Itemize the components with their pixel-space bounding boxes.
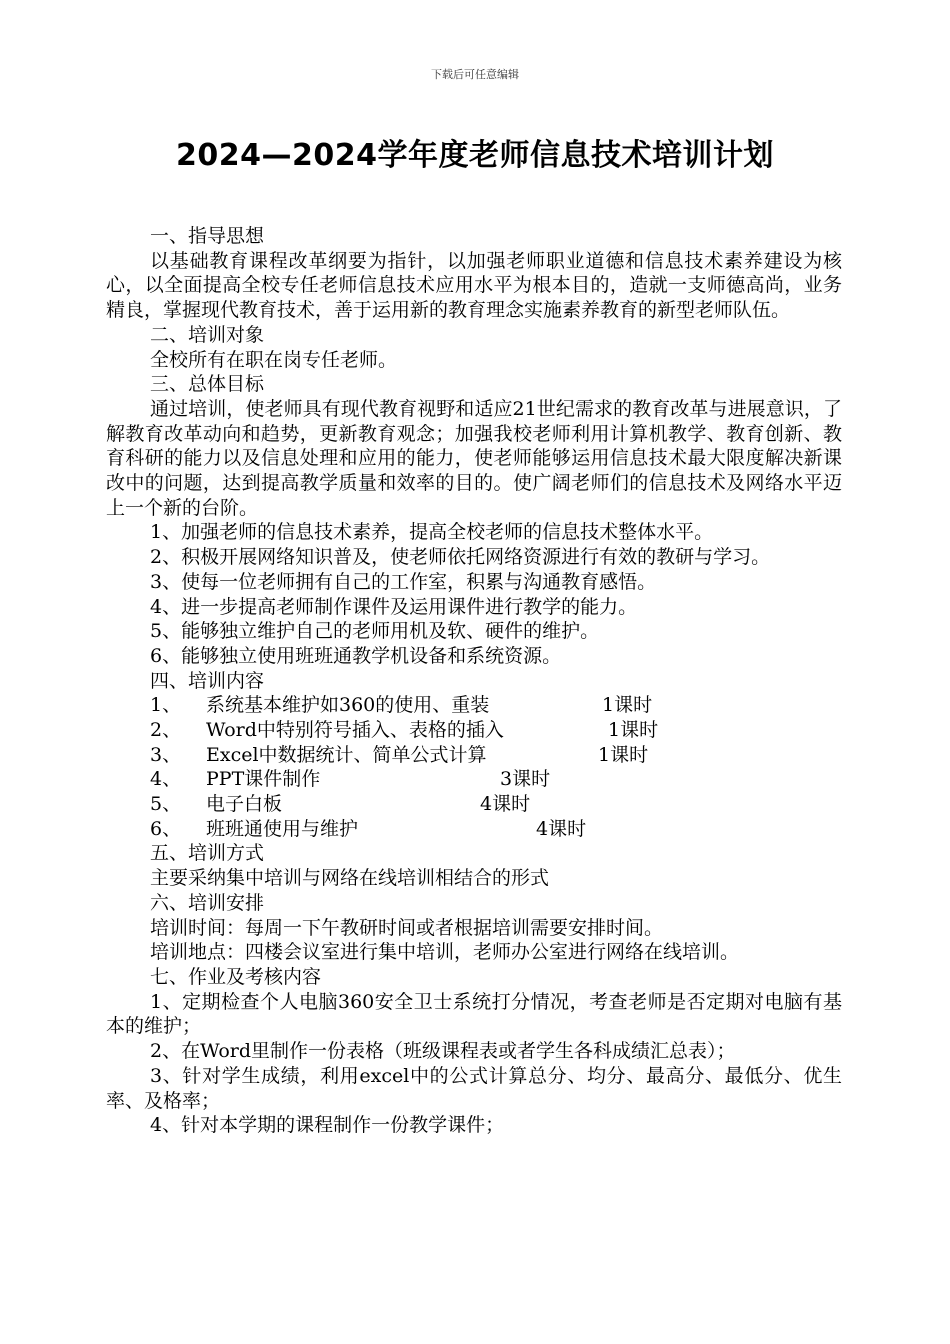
- goal-item: 4、进一步提高老师制作课件及运用课件进行教学的能力。: [150, 595, 638, 618]
- row-number: 2、: [150, 719, 182, 742]
- assessment-item: 4、针对本学期的课程制作一份教学课件；: [150, 1114, 505, 1137]
- training-content-row: [106, 817, 842, 842]
- training-content-row: [106, 767, 842, 792]
- document-title: 2024—2024学年度老师信息技术培训计划: [176, 138, 774, 173]
- section-3-heading: 三、总体目标: [150, 373, 265, 396]
- row-number: 5、: [150, 793, 182, 816]
- assessment-item: 1、定期检查个人电脑360安全卫士系统打分情况，考查老师是否定期对电脑有基本的维护；: [106, 990, 842, 1038]
- section-4-heading: 四、培训内容: [150, 669, 265, 692]
- goal-item: 6、能够独立使用班班通教学机设备和系统资源。: [150, 644, 562, 667]
- training-content-row: [106, 743, 842, 768]
- section-1-heading: 一、指导思想: [150, 225, 265, 247]
- row-hours: 4课时: [536, 817, 587, 840]
- section-2-text: 全校所有在职在岗专任老师。: [150, 348, 398, 371]
- row-content: Word中特别符号插入、表格的插入: [206, 719, 504, 742]
- training-content-row: [106, 792, 842, 817]
- training-content-row: [106, 718, 842, 743]
- row-number: 6、: [150, 817, 182, 840]
- goal-item: 3、使每一位老师拥有自己的工作室，积累与沟通教育感悟。: [150, 570, 657, 593]
- row-hours: 1课时: [602, 694, 653, 717]
- row-content: Excel中数据统计、简单公式计算: [206, 743, 487, 766]
- row-hours: 1课时: [598, 743, 649, 766]
- document-body: [106, 224, 842, 1138]
- section-7-heading: 七、作业及考核内容: [150, 966, 322, 988]
- section-1-text: 以基础教育课程改革纲要为指针，以加强老师职业道德和信息技术素养建设为核心，以全面提高全校专任老师信息技术应用水平为根本目的，造就一支师德高尚，业务精良，掌握现代教育技术，善于运用新的教育理念实施素养教育的新型老师队伍。: [106, 249, 842, 322]
- row-hours: 1课时: [608, 719, 659, 742]
- training-place: 培训地点：四楼会议室进行集中培训，老师办公室进行网络在线培训。: [150, 941, 740, 964]
- section-5-heading: 五、培训方式: [150, 842, 265, 865]
- row-content: PPT课件制作: [206, 768, 321, 791]
- section-5-text: 主要采纳集中培训与网络在线培训相结合的形式: [150, 867, 550, 890]
- goal-item: 2、积极开展网络知识普及，使老师依托网络资源进行有效的教研与学习。: [150, 546, 771, 569]
- goal-item: 5、能够独立维护自己的老师用机及软、硬件的维护。: [150, 620, 600, 643]
- row-number: 4、: [150, 768, 182, 791]
- row-hours: 3课时: [500, 768, 551, 791]
- row-content: 班班通使用与维护: [206, 817, 359, 840]
- goal-item: 1、加强老师的信息技术素养，提高全校老师的信息技术整体水平。: [150, 521, 714, 544]
- training-content-row: [106, 693, 842, 718]
- row-hours: 4课时: [480, 793, 531, 816]
- header-note: 下载后可任意编辑: [431, 68, 519, 81]
- assessment-item: 2、在Word里制作一份表格（班级课程表或者学生各科成绩汇总表）；: [150, 1040, 736, 1063]
- row-number: 1、: [150, 694, 182, 717]
- section-6-heading: 六、培训安排: [150, 891, 265, 914]
- section-2-heading: 二、培训对象: [150, 323, 265, 346]
- section-3-text: 通过培训，使老师具有现代教育视野和适应21世纪需求的教育改革与进展意识，了解教育改革动向和趋势，更新教育观念；加强我校老师利用计算机教学、教育创新、教育科研的能力以及信息处理和应用的能力，使老师能够运用信息技术最大限度解决新课改中的问题，达到提高教学质量和效率的目的。使广阔老师们的信息技术及网络水平迈上一个新的台阶。: [106, 397, 842, 519]
- row-content: 电子白板: [206, 793, 283, 816]
- row-number: 3、: [150, 743, 182, 766]
- training-time: 培训时间：每周一下午教研时间或者根据培训需要安排时间。: [150, 916, 664, 939]
- assessment-item: 3、针对学生成绩，利用excel中的公式计算总分、均分、最高分、最低分、优生率、及格率；: [106, 1064, 842, 1112]
- row-content: 系统基本维护如360的使用、重装: [206, 694, 490, 717]
